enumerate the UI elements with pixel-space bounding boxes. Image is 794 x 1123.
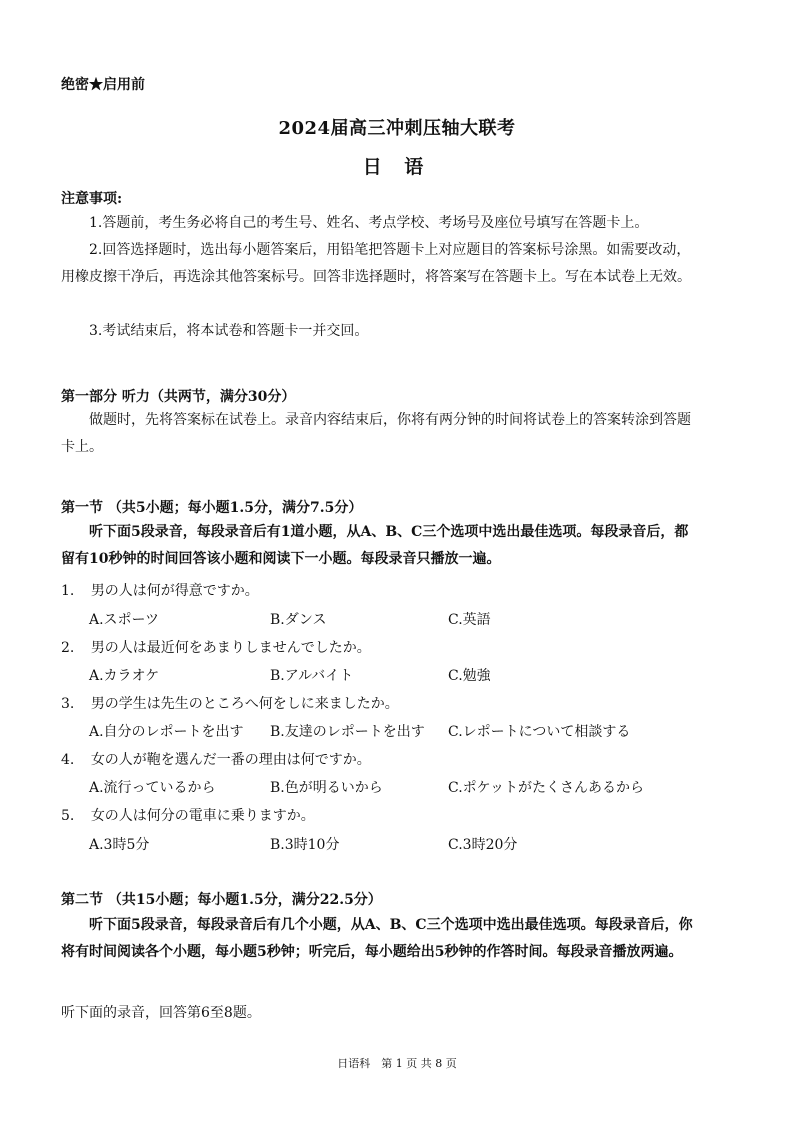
option-b: B.ダンス (270, 612, 327, 628)
option-a: A.流行っているから (89, 780, 216, 796)
question-text: 女の人が鞄を選んだ一番の理由は何ですか。 (90, 752, 371, 768)
option-b: B.アルバイト (270, 668, 354, 684)
question-number: 4. (61, 752, 75, 768)
question-number: 2. (61, 640, 75, 656)
option-a: A.3時5分 (89, 837, 150, 853)
subject-title: 日 语 (362, 156, 432, 178)
option-c: C.英語 (448, 612, 491, 628)
secret-label: 绝密★启用前 (61, 77, 145, 93)
notice-heading: 注意事项: (61, 191, 123, 207)
part1-instruction: 做题时，先将答案标在试卷上。录音内容结束后，你将有两分钟的时间将试卷上的答案转涂到答题卡上。 (61, 412, 691, 455)
section2-instruction: 听下面5段录音，每段录音后有几个小题，从A、B、C三个选项中选出最佳选项。每段录音后，你将有时间阅读各个小题，每小题5秒钟；听完后，每小题给出5秒钟的作答时间。每段录音播放两遍。 (61, 917, 693, 960)
question-3 (61, 693, 399, 713)
exam-title: 2024届高三冲刺压轴大联考 (278, 118, 516, 139)
part1-heading: 第一部分 听力（共两节，满分30分） (61, 389, 296, 405)
section2-heading: 第二节 （共15小题；每小题1.5分，满分22.5分） (61, 892, 382, 908)
question-number: 3. (61, 696, 75, 712)
page-footer: 日语科 第 1 页 共 8 页 (337, 1057, 457, 1070)
option-b: B.3時10分 (270, 837, 340, 853)
question-text: 男の人は何が得意ですか。 (90, 583, 259, 599)
option-a: A.スポーツ (89, 612, 160, 628)
question-5 (61, 805, 315, 825)
notice-item-3: 3.考试结束后，将本试卷和答题卡一并交回。 (89, 323, 369, 339)
notice-item-1: 1.答题前，考生务必将自己的考生号、姓名、考点学校、考场号及座位号填写在答题卡上。 (89, 215, 649, 231)
question-number: 1. (61, 583, 75, 599)
option-a: A.自分のレポートを出す (89, 724, 244, 740)
question-1 (61, 580, 259, 600)
section2-lead: 听下面的录音，回答第6至8题。 (61, 1005, 261, 1021)
question-number: 5. (61, 808, 75, 824)
option-c: C.勉強 (448, 668, 491, 684)
option-c: C.レポートについて相談する (448, 724, 631, 740)
option-a: A.カラオケ (89, 668, 160, 684)
question-text: 男の学生は先生のところへ何をしに来ましたか。 (90, 696, 399, 712)
question-2 (61, 637, 371, 657)
option-b: B.友達のレポートを出す (270, 724, 425, 740)
option-b: B.色が明るいから (270, 780, 383, 796)
option-c: C.3時20分 (448, 837, 518, 853)
section1-instruction: 听下面5段录音，每段录音后有1道小题，从A、B、C三个选项中选出最佳选项。每段录音后，都留有10秒钟的时间回答该小题和阅读下一小题。每段录音只播放一遍。 (61, 524, 689, 567)
section1-heading: 第一节 （共5小题；每小题1.5分，满分7.5分） (61, 500, 363, 516)
option-c: C.ポケットがたくさんあるから (448, 780, 644, 796)
question-4 (61, 749, 371, 769)
question-text: 男の人は最近何をあまりしませんでしたか。 (90, 640, 371, 656)
notice-item-2: 2.回答选择题时，选出每小题答案后，用铅笔把答题卡上对应题目的答案标号涂黑。如需要改动，用橡皮擦干净后，再选涂其他答案标号。回答非选择题时，将答案写在答题卡上。写在本试卷上无效。 (61, 242, 691, 285)
question-text: 女の人は何分の電車に乗りますか。 (90, 808, 315, 824)
